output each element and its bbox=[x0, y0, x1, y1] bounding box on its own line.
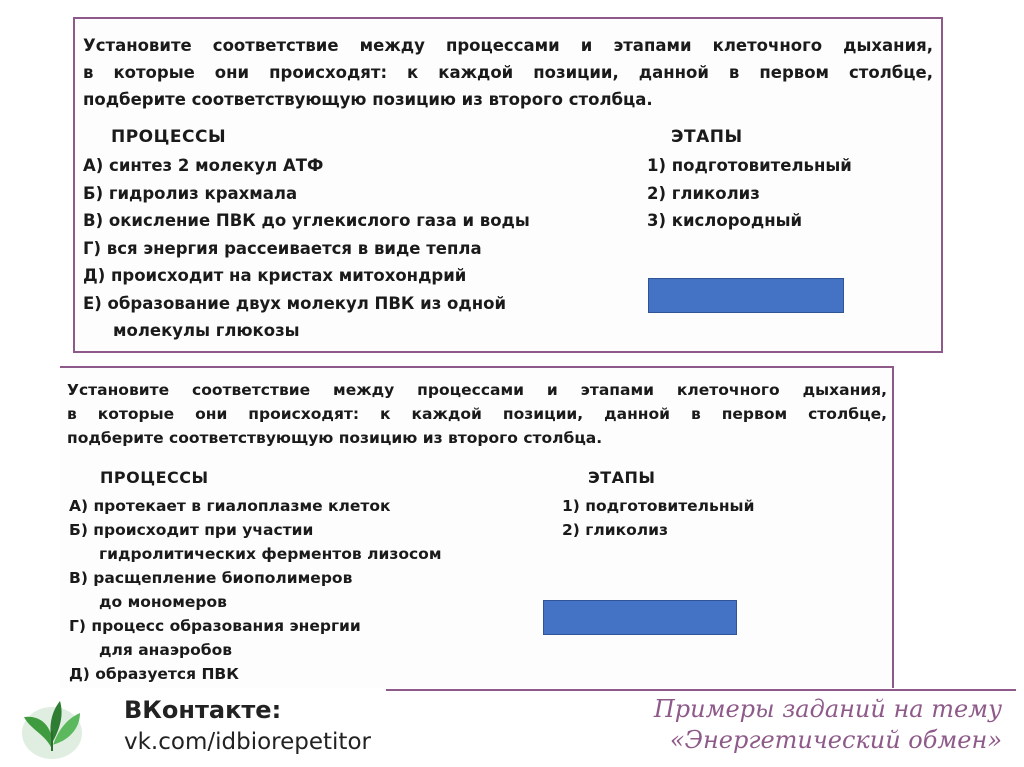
list-item: Б) гидролиз крахмала bbox=[83, 183, 298, 203]
topic-line-1: Примеры заданий на тему bbox=[653, 695, 1002, 723]
list-item: А) синтез 2 молекул АТФ bbox=[83, 156, 324, 175]
task1-process-list bbox=[83, 152, 530, 345]
task2-instructions: Установите соответствие между процессами и этапами клеточного дыхания, в которые они происходят: к каждой позиции, данной в первом столбце, подберите соответствующую позицию из второго столбца. bbox=[67, 381, 887, 447]
topic-line-2: «Энергетический обмен» bbox=[669, 726, 1002, 754]
task-card-1 bbox=[73, 17, 943, 353]
list-item: Г) вся энергия рассеивается в виде тепла bbox=[83, 238, 482, 258]
task2-processes-header: ПРОЦЕССЫ bbox=[100, 468, 209, 487]
topic-caption bbox=[654, 694, 1002, 756]
task2-process-list bbox=[69, 494, 441, 686]
list-item: 2) гликолиз bbox=[562, 521, 668, 539]
list-item: Г) процесс образования энергии bbox=[69, 617, 361, 635]
vk-label: ВКонтакте: bbox=[124, 696, 282, 724]
list-item: В) окисление ПВК до углекислого газа и воды bbox=[83, 211, 530, 230]
list-item: 2) гликолиз bbox=[647, 183, 760, 203]
task2-stage-list bbox=[562, 494, 754, 542]
list-item: 1) подготовительный bbox=[647, 156, 852, 175]
vk-link[interactable]: vk.com/idbiorepetitor bbox=[124, 729, 371, 755]
footer-divider bbox=[386, 689, 1016, 691]
list-item: Б) происходит при участии bbox=[69, 521, 314, 539]
list-item: гидролитических ферментов лизосом bbox=[99, 545, 442, 563]
list-item: Е) образование двух молекул ПВК из одной bbox=[83, 293, 507, 313]
list-item: до мономеров bbox=[99, 593, 227, 611]
list-item: 3) кислородный bbox=[647, 211, 803, 230]
task2-stages-header: ЭТАПЫ bbox=[588, 468, 656, 487]
list-item: 1) подготовительный bbox=[562, 497, 755, 515]
task1-instructions: Установите соответствие между процессами и этапами клеточного дыхания, в которые они происходят: к каждой позиции, данной в первом столбце, подберите соответствующую позицию из второго столбца. bbox=[83, 36, 933, 109]
answer-cover-box[interactable] bbox=[543, 600, 737, 635]
task1-stage-list bbox=[647, 152, 852, 235]
green-leaves-logo-icon bbox=[16, 695, 88, 763]
list-item: для анаэробов bbox=[99, 641, 233, 659]
task1-stages-header: ЭТАПЫ bbox=[671, 127, 743, 147]
list-item: Д) происходит на кристах митохондрий bbox=[83, 266, 467, 285]
task-card-2 bbox=[60, 366, 894, 688]
task1-processes-header: ПРОЦЕССЫ bbox=[111, 127, 227, 147]
answer-cover-box[interactable] bbox=[648, 278, 844, 313]
list-item: В) расщепление биополимеров bbox=[69, 569, 353, 587]
list-item: молекулы глюкозы bbox=[113, 321, 300, 340]
list-item: Д) образуется ПВК bbox=[69, 665, 239, 683]
list-item: А) протекает в гиалоплазме клеток bbox=[69, 497, 391, 515]
